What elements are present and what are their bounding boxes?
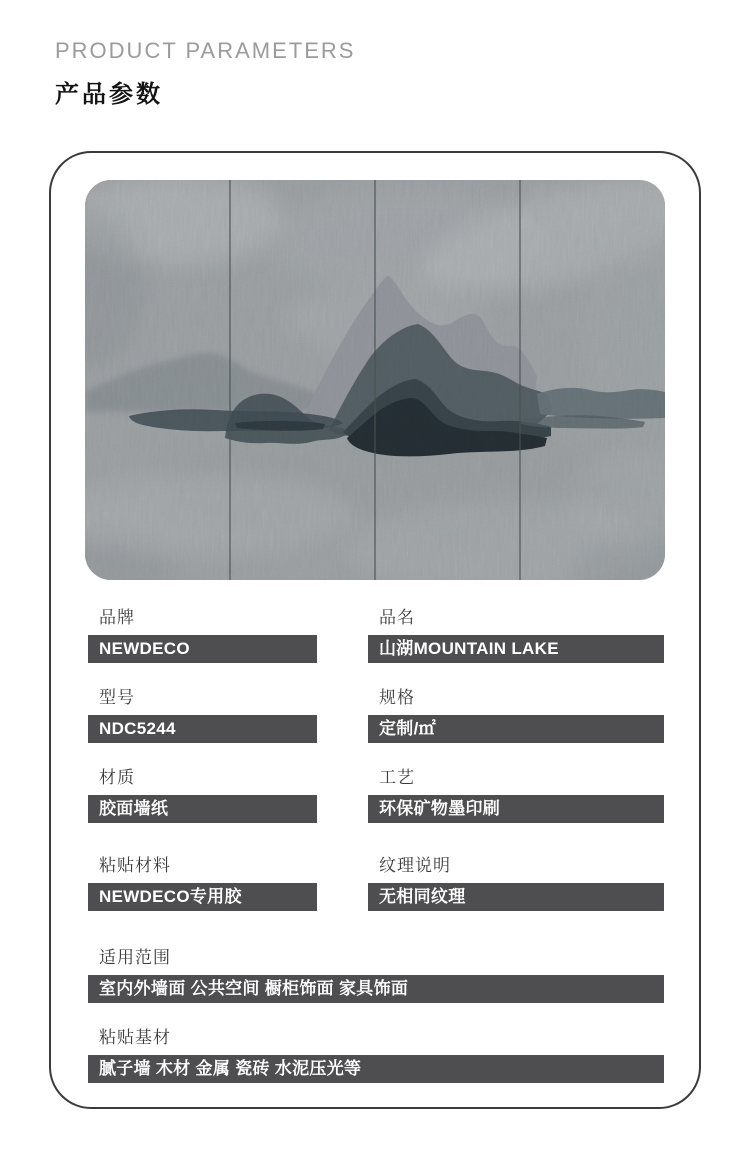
page-title-zh: 产品参数 [55,81,163,108]
param-row-material [88,767,317,823]
wallpaper-preview-image [85,180,665,580]
param-material-value: 胶面墙纸 [88,795,317,823]
param-brand-label: 品牌 [99,608,135,627]
param-row-texture [368,855,664,911]
param-material-label: 材质 [99,768,135,787]
param-row-brand [88,607,317,663]
param-spec-value: 定制/㎡ [368,715,664,743]
param-brand-value: NEWDECO [88,635,317,663]
param-row-name [368,607,664,663]
param-scope-label: 适用范围 [99,948,171,967]
param-row-spec [368,687,664,743]
param-scope-value: 室内外墙面 公共空间 橱柜饰面 家具饰面 [88,975,664,1003]
param-spec-label: 规格 [379,688,415,707]
parameters-card [49,151,701,1109]
param-row-adhesive [88,855,317,911]
param-substrate-value: 腻子墙 木材 金属 瓷砖 水泥压光等 [88,1055,664,1083]
param-model-value: NDC5244 [88,715,317,743]
param-row-craft [368,767,664,823]
param-model-label: 型号 [99,688,135,707]
param-substrate-label: 粘贴基材 [99,1028,171,1047]
page-title-en: PRODUCT PARAMETERS [55,38,356,63]
param-adhesive-label: 粘贴材料 [99,856,171,875]
param-row-scope [88,947,664,1003]
param-row-model [88,687,317,743]
param-name-value: 山湖MOUNTAIN LAKE [368,635,664,663]
param-name-label: 品名 [379,608,415,627]
param-texture-value: 无相同纹理 [368,883,664,911]
param-adhesive-value: NEWDECO专用胶 [88,883,317,911]
param-texture-label: 纹理说明 [379,856,451,875]
param-craft-label: 工艺 [379,768,415,787]
section-header [55,38,355,109]
param-row-substrate [88,1027,664,1083]
mountain-lake-artwork [85,180,665,580]
param-craft-value: 环保矿物墨印刷 [368,795,664,823]
